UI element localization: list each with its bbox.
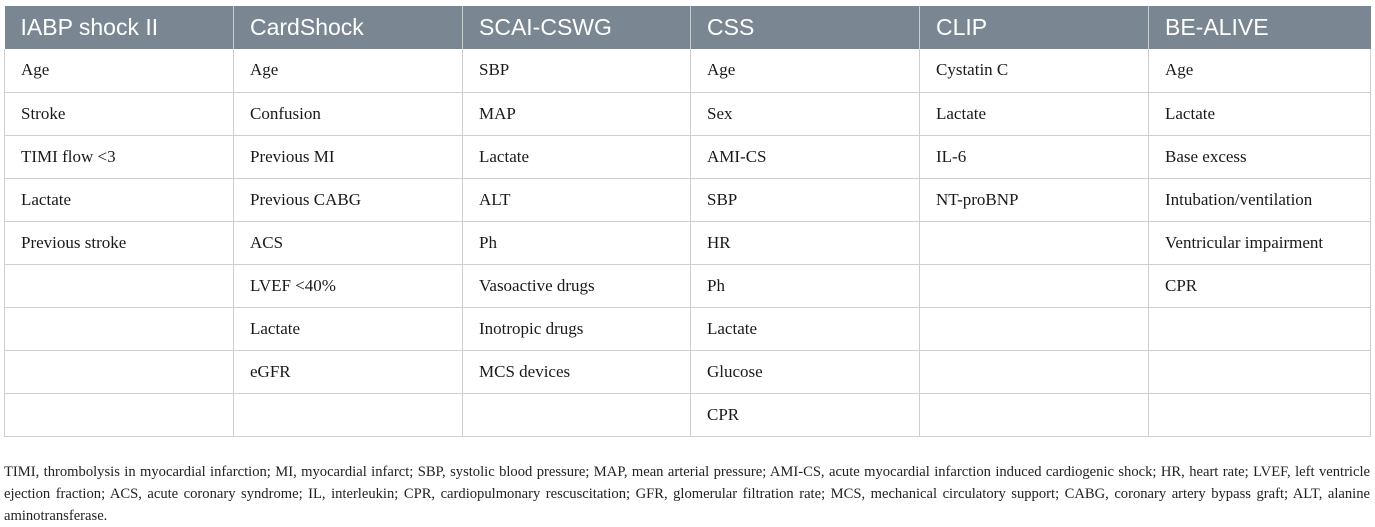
table-cell: CPR [1149,264,1371,307]
table-cell: Age [234,49,463,92]
table-cell: Age [5,49,234,92]
table-cell: Previous stroke [5,221,234,264]
table-cell: Previous CABG [234,178,463,221]
table-cell: Vasoactive drugs [463,264,691,307]
table-cell [920,350,1149,393]
table-row [5,135,1371,178]
table-cell: Age [1149,49,1371,92]
table-cell: CPR [691,393,920,436]
table-cell [920,393,1149,436]
column-header-scai-cswg: SCAI-CSWG [463,6,691,49]
table-header [5,6,1371,49]
table-cell: LVEF <40% [234,264,463,307]
table-cell [234,393,463,436]
table-cell: Age [691,49,920,92]
table-cell [920,221,1149,264]
table-cell [5,350,234,393]
table-footnote: TIMI, thrombolysis in myocardial infarction; MI, myocardial infarct; SBP, systolic blood pressure; MAP, mean arterial pressure; AMI-CS, acute myocardial infarction induced cardiogenic shock; HR, heart rate; LVEF, left ventricle ejection fraction; ACS, acute coronary syndrome; IL, interleukin; CPR, cardiopulmonary rescuscitation; GFR, glomerular filtration rate; MCS, mechanical circulatory support; CABG, coronary artery bypass graft; ALT, alanine aminotransferase. [4,463,1370,524]
table-cell: SBP [463,49,691,92]
table-cell: Lactate [920,92,1149,135]
table-cell: eGFR [234,350,463,393]
table-body [5,49,1371,436]
table-cell [463,393,691,436]
table-cell [1149,307,1371,350]
table-cell [920,307,1149,350]
table-cell: HR [691,221,920,264]
table-cell: Ventricular impairment [1149,221,1371,264]
table-cell: SBP [691,178,920,221]
column-header-iabp-shock-ii: IABP shock II [5,6,234,49]
table-row [5,264,1371,307]
table-row [5,92,1371,135]
table-cell: Inotropic drugs [463,307,691,350]
table-cell [920,264,1149,307]
table-row [5,49,1371,92]
table-row [5,307,1371,350]
table-cell [5,307,234,350]
table-row [5,350,1371,393]
table-cell [1149,393,1371,436]
column-header-clip: CLIP [920,6,1149,49]
table-row [5,221,1371,264]
table-cell: Ph [463,221,691,264]
table-cell: Lactate [5,178,234,221]
risk-score-table-container [4,6,1370,437]
table-cell: MCS devices [463,350,691,393]
table-cell [1149,350,1371,393]
table-cell: TIMI flow <3 [5,135,234,178]
table-cell: Glucose [691,350,920,393]
table-cell: Previous MI [234,135,463,178]
column-header-css: CSS [691,6,920,49]
table-cell: Lactate [1149,92,1371,135]
table-cell: Cystatin C [920,49,1149,92]
table-cell [5,393,234,436]
table-cell: MAP [463,92,691,135]
table-cell: ALT [463,178,691,221]
table-row [5,393,1371,436]
table-cell: Sex [691,92,920,135]
table-cell: Intubation/ventilation [1149,178,1371,221]
table-cell [5,264,234,307]
column-header-be-alive: BE-ALIVE [1149,6,1371,49]
table-cell: AMI-CS [691,135,920,178]
header-row [5,6,1371,49]
table-cell: Base excess [1149,135,1371,178]
table-row [5,178,1371,221]
risk-score-table [4,6,1371,437]
table-cell: ACS [234,221,463,264]
table-cell: NT-proBNP [920,178,1149,221]
table-cell: Stroke [5,92,234,135]
column-header-cardshock: CardShock [234,6,463,49]
table-cell: Lactate [691,307,920,350]
table-cell: Lactate [463,135,691,178]
table-cell: Ph [691,264,920,307]
table-cell: IL-6 [920,135,1149,178]
table-cell: Confusion [234,92,463,135]
table-cell: Lactate [234,307,463,350]
